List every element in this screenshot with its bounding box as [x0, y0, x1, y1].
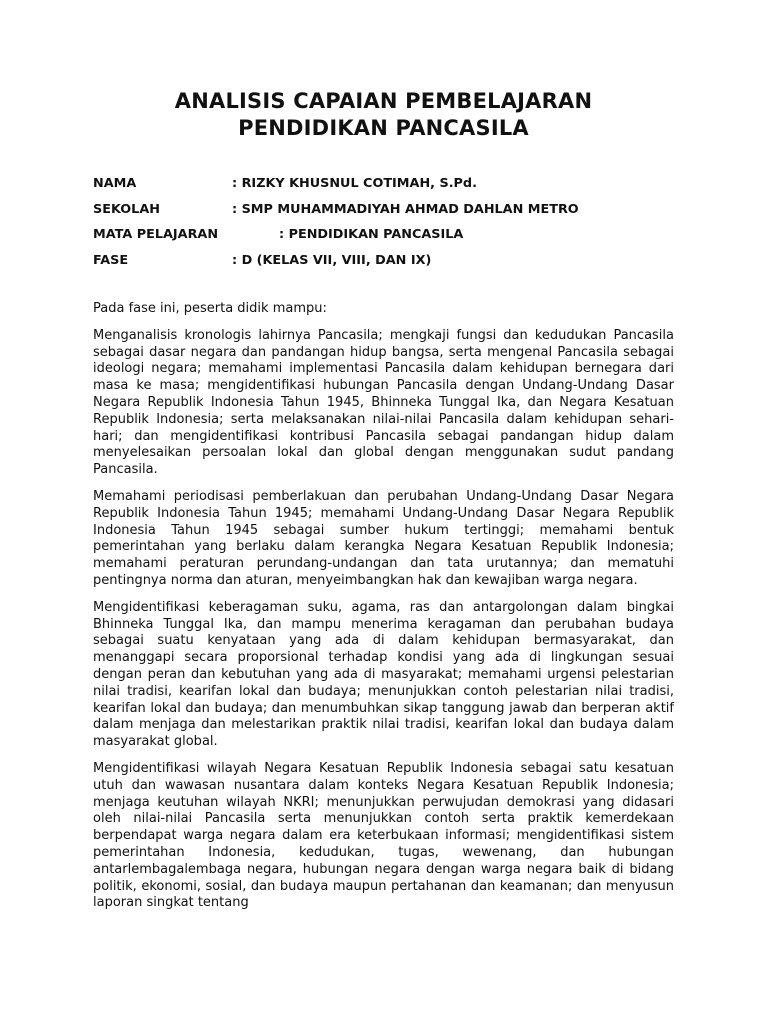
- identity-value: : SMP MUHAMMADIYAH AHMAD DAHLAN METRO: [232, 201, 579, 217]
- identity-value: : RIZKY KHUSNUL COTIMAH, S.Pd.: [232, 176, 477, 191]
- document-body: [93, 301, 674, 912]
- identity-row-mata-pelajaran: [93, 222, 674, 248]
- paragraph-nkri: Mengidentifikasi wilayah Negara Kesatuan Republik Indonesia sebagai satu kesatuan utuh dan wawasan nusantara dalam konteks Negara Kesatuan Republik Indonesia; menjaga keutuhan wilayah NKRI; menunjukkan perwujudan demokrasi yang didasari oleh nilai-nilai Pancasila serta menunjukkan contoh serta praktik kemerdekaan berpendapat warga negara dalam era keterbukaan informasi; mengidentifikasi sistem pemerintahan Indonesia, kedudukan, tugas, wewenang, dan hubungan antarlembagalembaga negara, hubungan negara dengan warga negara baik di bidang politik, ekonomi, sosial, dan budaya maupun pertahanan dan keamanan; dan menyusun laporan singkat tentang: [93, 760, 674, 911]
- document-page: [93, 88, 674, 922]
- identity-row-fase: [93, 248, 674, 274]
- identity-row-nama: [93, 171, 674, 197]
- identity-label: FASE: [93, 252, 129, 268]
- paragraph-pancasila: Menganalisis kronologis lahirnya Pancasila; mengkaji fungsi dan kedudukan Pancasila sebagai dasar negara dan pandangan hidup bangsa, serta mengenal Pancasila sebagai ideologi negara; memahami implementasi Pancasila dalam kehidupan bernegara dari masa ke masa; mengidentifikasi hubungan Pancasila dengan Undang-Undang Dasar Negara Republik Indonesia Tahun 1945, Bhinneka Tunggal Ika, dan Negara Kesatuan Republik Indonesia; serta melaksanakan nilai-nilai Pancasila dalam kehidupan sehari-hari; dan mengidentifikasi kontribusi Pancasila sebagai pandangan hidup dalam menyelesaikan persoalan lokal dan global dengan menggunakan sudut pandang Pancasila.: [93, 327, 674, 478]
- identity-block: [93, 171, 674, 273]
- identity-label: NAMA: [93, 176, 137, 191]
- identity-value: : PENDIDIKAN PANCASILA: [279, 227, 464, 242]
- identity-row-sekolah: [93, 197, 674, 223]
- document-title: [93, 88, 674, 142]
- identity-value: : D (KELAS VII, VIII, DAN IX): [232, 252, 432, 268]
- identity-label: MATA PELAJARAN: [93, 227, 219, 242]
- intro-paragraph: Pada fase ini, peserta didik mampu:: [93, 301, 327, 316]
- paragraph-bhinneka-tunggal-ika: Mengidentifikasi keberagaman suku, agama, ras dan antargolongan dalam bingkai Bhinneka Tunggal Ika, dan mampu menerima keragaman dan perubahan budaya sebagai suatu kenyataan yang ada di dalam kehidupan bermasyarakat, dan menanggapi secara proporsional terhadap kondisi yang ada di lingkungan sesuai dengan peran dan kebutuhan yang ada di masyarakat; memahami urgensi pelestarian nilai tradisi, kearifan lokal dan budaya; menunjukkan contoh pelestarian nilai tradisi, kearifan lokal dan budaya; dan menumbuhkan sikap tanggung jawab dan berperan aktif dalam menjaga dan melestarikan praktik nilai tradisi, kearifan lokal dan budaya dalam masyarakat global.: [93, 599, 674, 750]
- identity-label: SEKOLAH: [93, 201, 160, 217]
- paragraph-uud-1945: Memahami periodisasi pemberlakuan dan perubahan Undang-Undang Dasar Negara Republik Indonesia Tahun 1945; memahami Undang-Undang Dasar Negara Republik Indonesia Tahun 1945 sebagai sumber hukum tertinggi; memahami bentuk pemerintahan yang berlaku dalam kerangka Negara Kesatuan Republik Indonesia; memahami peraturan perundang-undangan dan tata urutannya; dan mematuhi pentingnya norma dan aturan, menyeimbangkan hak dan kewajiban warga negara.: [93, 488, 674, 588]
- title-line-1: ANALISIS CAPAIAN PEMBELAJARAN: [174, 89, 593, 113]
- title-line-2: PENDIDIKAN PANCASILA: [238, 116, 529, 140]
